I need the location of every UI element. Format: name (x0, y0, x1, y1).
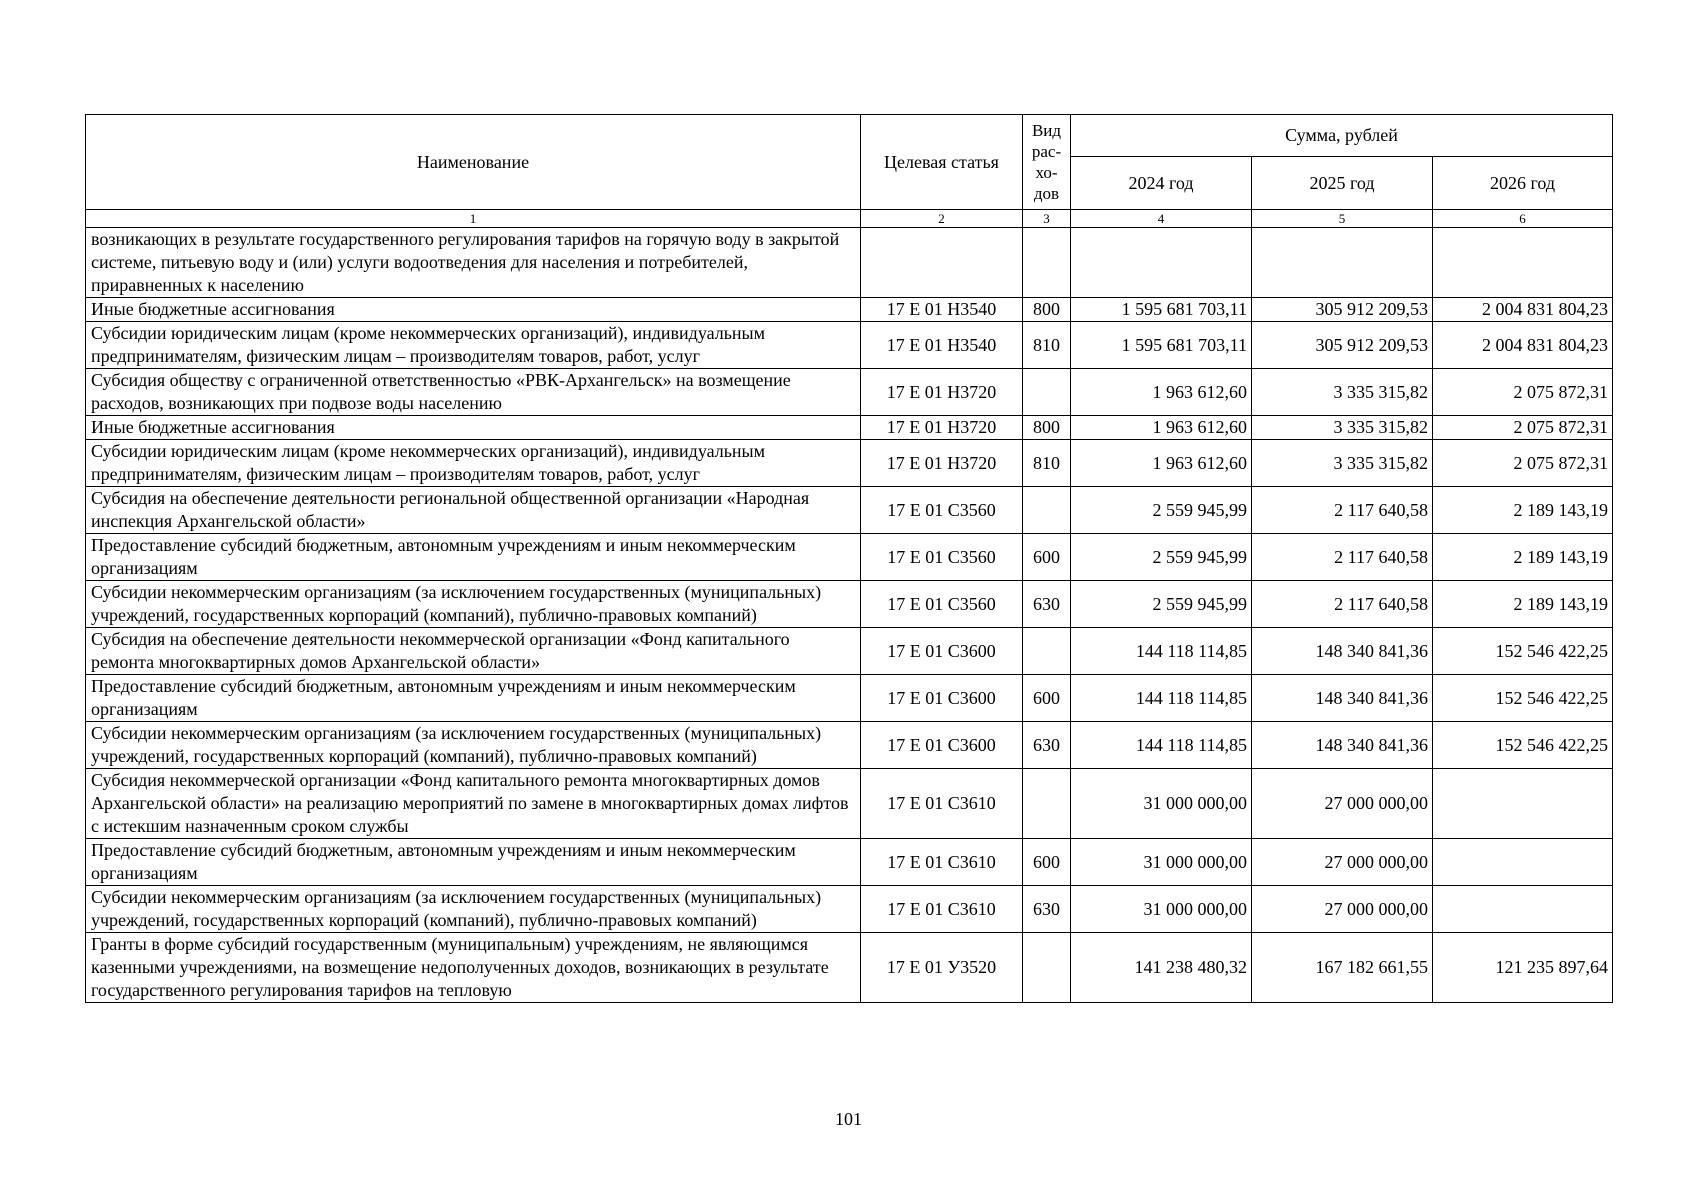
row-amount-2024: 141 238 480,32 (1071, 933, 1252, 1003)
row-kind: 600 (1023, 534, 1071, 581)
row-amount-2025: 148 340 841,36 (1252, 675, 1433, 722)
row-amount-2026: 2 075 872,31 (1433, 440, 1613, 487)
row-amount-2026: 152 546 422,25 (1433, 675, 1613, 722)
row-kind: 600 (1023, 675, 1071, 722)
row-kind (1023, 933, 1071, 1003)
row-kind: 630 (1023, 581, 1071, 628)
header-year-2026: 2026 год (1433, 157, 1613, 210)
column-number: 4 (1071, 210, 1252, 228)
page-number: 101 (835, 1109, 862, 1129)
row-amount-2024: 31 000 000,00 (1071, 769, 1252, 839)
budget-table (85, 114, 1613, 1003)
table-row (86, 416, 1613, 440)
row-amount-2026: 2 075 872,31 (1433, 369, 1613, 416)
table-row (86, 628, 1613, 675)
row-kind (1023, 487, 1071, 534)
row-code: 17 Е 01 С3600 (861, 675, 1023, 722)
row-amount-2026 (1433, 839, 1613, 886)
row-name: Субсидия на обеспечение деятельности некоммерческой организации «Фонд капитального ремонта многоквартирных домов Архангельской области» (86, 628, 861, 675)
table-row (86, 322, 1613, 369)
row-name: Иные бюджетные ассигнования (86, 298, 861, 322)
table-row (86, 933, 1613, 1003)
column-number: 6 (1433, 210, 1613, 228)
row-code: 17 Е 01 С3560 (861, 581, 1023, 628)
row-kind: 630 (1023, 722, 1071, 769)
row-amount-2024: 1 963 612,60 (1071, 440, 1252, 487)
table-row (86, 228, 1613, 298)
table-row (86, 722, 1613, 769)
row-amount-2025: 2 117 640,58 (1252, 534, 1433, 581)
row-amount-2026: 2 189 143,19 (1433, 534, 1613, 581)
table-row (86, 369, 1613, 416)
row-amount-2026 (1433, 228, 1613, 298)
row-kind: 800 (1023, 298, 1071, 322)
row-name: Субсидии юридическим лицам (кроме некоммерческих организаций), индивидуальным предпринимателям, физическим лицам – производителям товаров, работ, услуг (86, 322, 861, 369)
header-target-article: Целевая статья (861, 115, 1023, 210)
row-amount-2025: 3 335 315,82 (1252, 440, 1433, 487)
header-expense-type: Вид рас-хо-дов (1023, 115, 1071, 210)
column-number: 1 (86, 210, 861, 228)
row-amount-2024: 1 595 681 703,11 (1071, 322, 1252, 369)
row-code: 17 Е 01 Н3720 (861, 416, 1023, 440)
row-amount-2024: 2 559 945,99 (1071, 581, 1252, 628)
row-amount-2026 (1433, 886, 1613, 933)
row-amount-2026: 152 546 422,25 (1433, 722, 1613, 769)
column-number: 3 (1023, 210, 1071, 228)
row-amount-2025 (1252, 228, 1433, 298)
row-code: 17 Е 01 С3560 (861, 487, 1023, 534)
row-kind: 810 (1023, 440, 1071, 487)
row-amount-2026: 2 189 143,19 (1433, 581, 1613, 628)
row-amount-2026: 2 075 872,31 (1433, 416, 1613, 440)
row-amount-2024: 144 118 114,85 (1071, 628, 1252, 675)
header-name: Наименование (86, 115, 861, 210)
row-name: Иные бюджетные ассигнования (86, 416, 861, 440)
row-kind: 800 (1023, 416, 1071, 440)
row-amount-2024: 31 000 000,00 (1071, 839, 1252, 886)
row-amount-2026 (1433, 769, 1613, 839)
row-kind: 600 (1023, 839, 1071, 886)
row-name: Субсидия на обеспечение деятельности региональной общественной организации «Народная инспекция Архангельской области» (86, 487, 861, 534)
row-amount-2024: 144 118 114,85 (1071, 722, 1252, 769)
row-code: 17 Е 01 С3600 (861, 628, 1023, 675)
row-kind: 810 (1023, 322, 1071, 369)
row-amount-2026: 2 189 143,19 (1433, 487, 1613, 534)
row-code (861, 228, 1023, 298)
row-amount-2024: 1 595 681 703,11 (1071, 298, 1252, 322)
row-code: 17 Е 01 Н3720 (861, 440, 1023, 487)
row-name: Предоставление субсидий бюджетным, автономным учреждениям и иным некоммерческим организациям (86, 839, 861, 886)
row-code: 17 Е 01 С3610 (861, 886, 1023, 933)
row-name: Предоставление субсидий бюджетным, автономным учреждениям и иным некоммерческим организациям (86, 534, 861, 581)
table-row (86, 581, 1613, 628)
table-row (86, 487, 1613, 534)
row-kind (1023, 228, 1071, 298)
table-row (86, 298, 1613, 322)
row-amount-2025: 2 117 640,58 (1252, 487, 1433, 534)
row-kind (1023, 769, 1071, 839)
row-code: 17 Е 01 С3560 (861, 534, 1023, 581)
row-kind: 630 (1023, 886, 1071, 933)
row-amount-2026: 121 235 897,64 (1433, 933, 1613, 1003)
row-code: 17 Е 01 С3610 (861, 769, 1023, 839)
row-code: 17 Е 01 Н3540 (861, 322, 1023, 369)
row-amount-2026: 2 004 831 804,23 (1433, 322, 1613, 369)
row-code: 17 Е 01 С3600 (861, 722, 1023, 769)
header-sum-group: Сумма, рублей (1071, 115, 1613, 157)
row-amount-2024: 31 000 000,00 (1071, 886, 1252, 933)
row-amount-2025: 2 117 640,58 (1252, 581, 1433, 628)
table-row (86, 886, 1613, 933)
row-amount-2025: 305 912 209,53 (1252, 322, 1433, 369)
row-kind (1023, 369, 1071, 416)
row-amount-2024 (1071, 228, 1252, 298)
row-name: Субсидия обществу с ограниченной ответственностью «РВК-Архангельск» на возмещение расходов, возникающих при подвозе воды населению (86, 369, 861, 416)
row-amount-2024: 2 559 945,99 (1071, 487, 1252, 534)
row-kind (1023, 628, 1071, 675)
table-row (86, 769, 1613, 839)
row-name: Субсидии юридическим лицам (кроме некоммерческих организаций), индивидуальным предпринимателям, физическим лицам – производителям товаров, работ, услуг (86, 440, 861, 487)
row-code: 17 Е 01 У3520 (861, 933, 1023, 1003)
header-year-2024: 2024 год (1071, 157, 1252, 210)
row-amount-2025: 167 182 661,55 (1252, 933, 1433, 1003)
table-row (86, 440, 1613, 487)
row-amount-2024: 144 118 114,85 (1071, 675, 1252, 722)
row-name: Субсидия некоммерческой организации «Фонд капитального ремонта многоквартирных домов Архангельской области» на реализацию мероприятий по замене в многоквартирных домах лифтов с истекшим назначенным сроком службы (86, 769, 861, 839)
row-amount-2024: 1 963 612,60 (1071, 416, 1252, 440)
row-amount-2025: 148 340 841,36 (1252, 628, 1433, 675)
row-name: Субсидии некоммерческим организациям (за исключением государственных (муниципальных) учреждений, государственных корпораций (компаний), публично-правовых компаний) (86, 581, 861, 628)
row-amount-2025: 3 335 315,82 (1252, 369, 1433, 416)
row-amount-2026: 152 546 422,25 (1433, 628, 1613, 675)
row-amount-2024: 1 963 612,60 (1071, 369, 1252, 416)
row-amount-2025: 148 340 841,36 (1252, 722, 1433, 769)
row-amount-2024: 2 559 945,99 (1071, 534, 1252, 581)
table-row (86, 839, 1613, 886)
column-number: 2 (861, 210, 1023, 228)
row-amount-2025: 27 000 000,00 (1252, 839, 1433, 886)
header-year-2025: 2025 год (1252, 157, 1433, 210)
row-name: Предоставление субсидий бюджетным, автономным учреждениям и иным некоммерческим организациям (86, 675, 861, 722)
row-code: 17 Е 01 С3610 (861, 839, 1023, 886)
row-amount-2025: 27 000 000,00 (1252, 886, 1433, 933)
row-amount-2025: 3 335 315,82 (1252, 416, 1433, 440)
row-name: возникающих в результате государственного регулирования тарифов на горячую воду в закрытой системе, питьевую воду и (или) услуги водоотведения для населения и потребителей, приравненных к населению (86, 228, 861, 298)
row-amount-2025: 305 912 209,53 (1252, 298, 1433, 322)
row-name: Гранты в форме субсидий государственным (муниципальным) учреждениям, не являющимся казенными учреждениями, на возмещение недополученных доходов, возникающих в результате государственного регулирования тарифов на тепловую (86, 933, 861, 1003)
row-amount-2025: 27 000 000,00 (1252, 769, 1433, 839)
row-code: 17 Е 01 Н3720 (861, 369, 1023, 416)
row-code: 17 Е 01 Н3540 (861, 298, 1023, 322)
table-row (86, 534, 1613, 581)
row-name: Субсидии некоммерческим организациям (за исключением государственных (муниципальных) учреждений, государственных корпораций (компаний), публично-правовых компаний) (86, 722, 861, 769)
table-row (86, 675, 1613, 722)
row-amount-2026: 2 004 831 804,23 (1433, 298, 1613, 322)
column-number: 5 (1252, 210, 1433, 228)
row-name: Субсидии некоммерческим организациям (за исключением государственных (муниципальных) учреждений, государственных корпораций (компаний), публично-правовых компаний) (86, 886, 861, 933)
